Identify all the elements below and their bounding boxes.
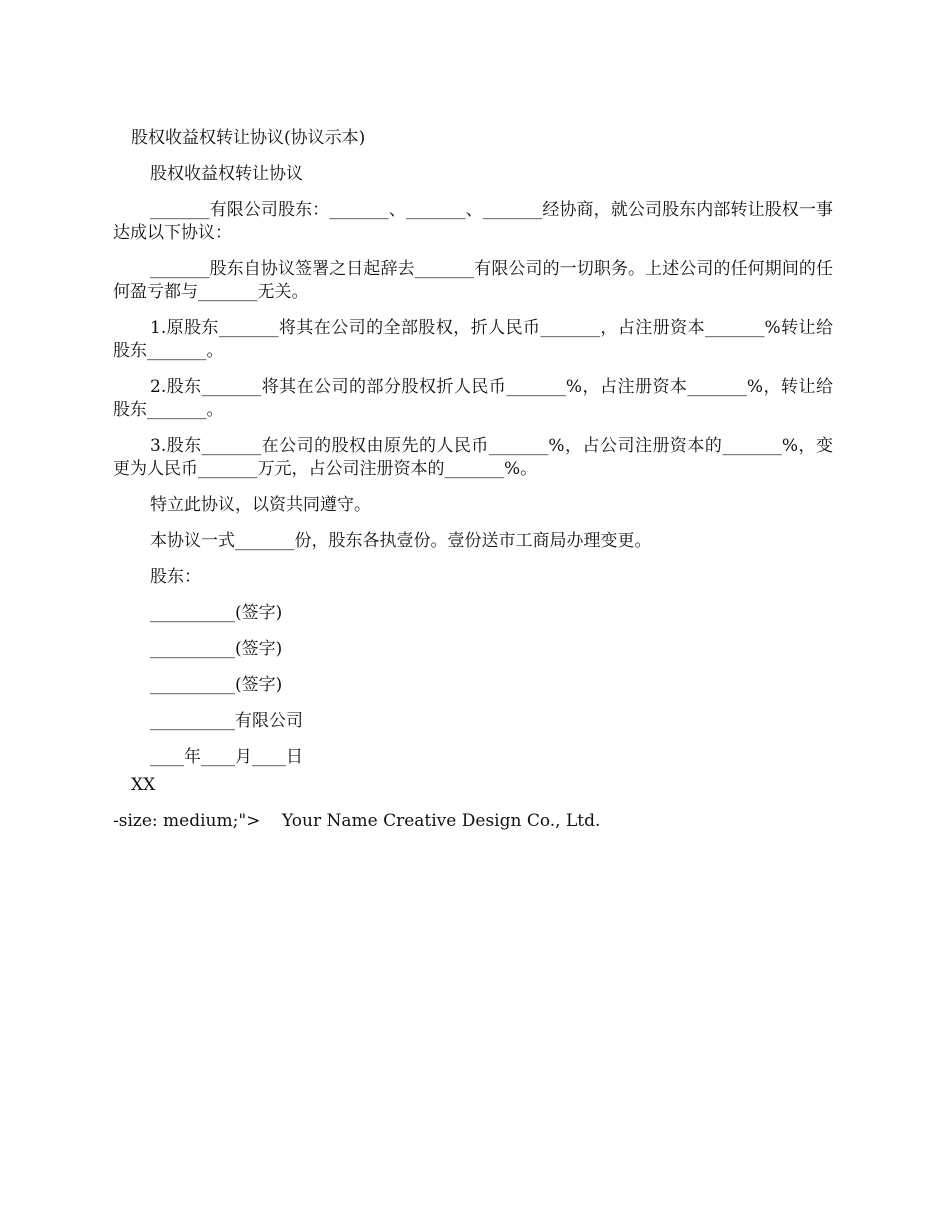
agreement-statement: 特立此协议，以资共同遵守。 [150,495,371,515]
company-signature-line: __________有限公司 [150,711,303,731]
copies-statement: 本协议一式_______份，股东各执壹份。壹份送市工商局办理变更。 [150,531,652,551]
subtitle: 股权收益权转让协议 [150,164,303,184]
date-line: ____年____月____日 [150,747,303,767]
signature-line-3: __________(签字) [150,675,283,695]
document-body [113,163,833,782]
shareholders-label: 股东： [150,567,201,587]
xx-text: XX [131,775,156,795]
clause-2: 2.股东_______将其在公司的部分股权折人民币_______%，占注册资本_______%，转让给股东_______。 [113,377,833,420]
clause-3: 3.股东_______在公司的股权由原先的人民币_______%，占公司注册资本的_______%，变更为人民币_______万元，占公司注册资本的_______%。 [113,436,833,479]
resignation-paragraph: _______股东自协议签署之日起辞去_______有限公司的一切职务。上述公司的任何期间的任何盈亏都与_______无关。 [113,259,833,302]
footer-text: -size: medium;"> Your Name Creative Design Co., Ltd. [113,811,601,831]
clause-1: 1.原股东_______将其在公司的全部股权，折人民币_______，占注册资本_______%转让给股东_______。 [113,318,833,361]
document-title: 股权收益权转让协议(协议示本) [131,128,366,148]
signature-line-2: __________(签字) [150,639,283,659]
signature-line-1: __________(签字) [150,603,283,623]
intro-paragraph: _______有限公司股东：_______、_______、_______经协商，就公司股东内部转让股权一事达成以下协议： [113,200,833,243]
